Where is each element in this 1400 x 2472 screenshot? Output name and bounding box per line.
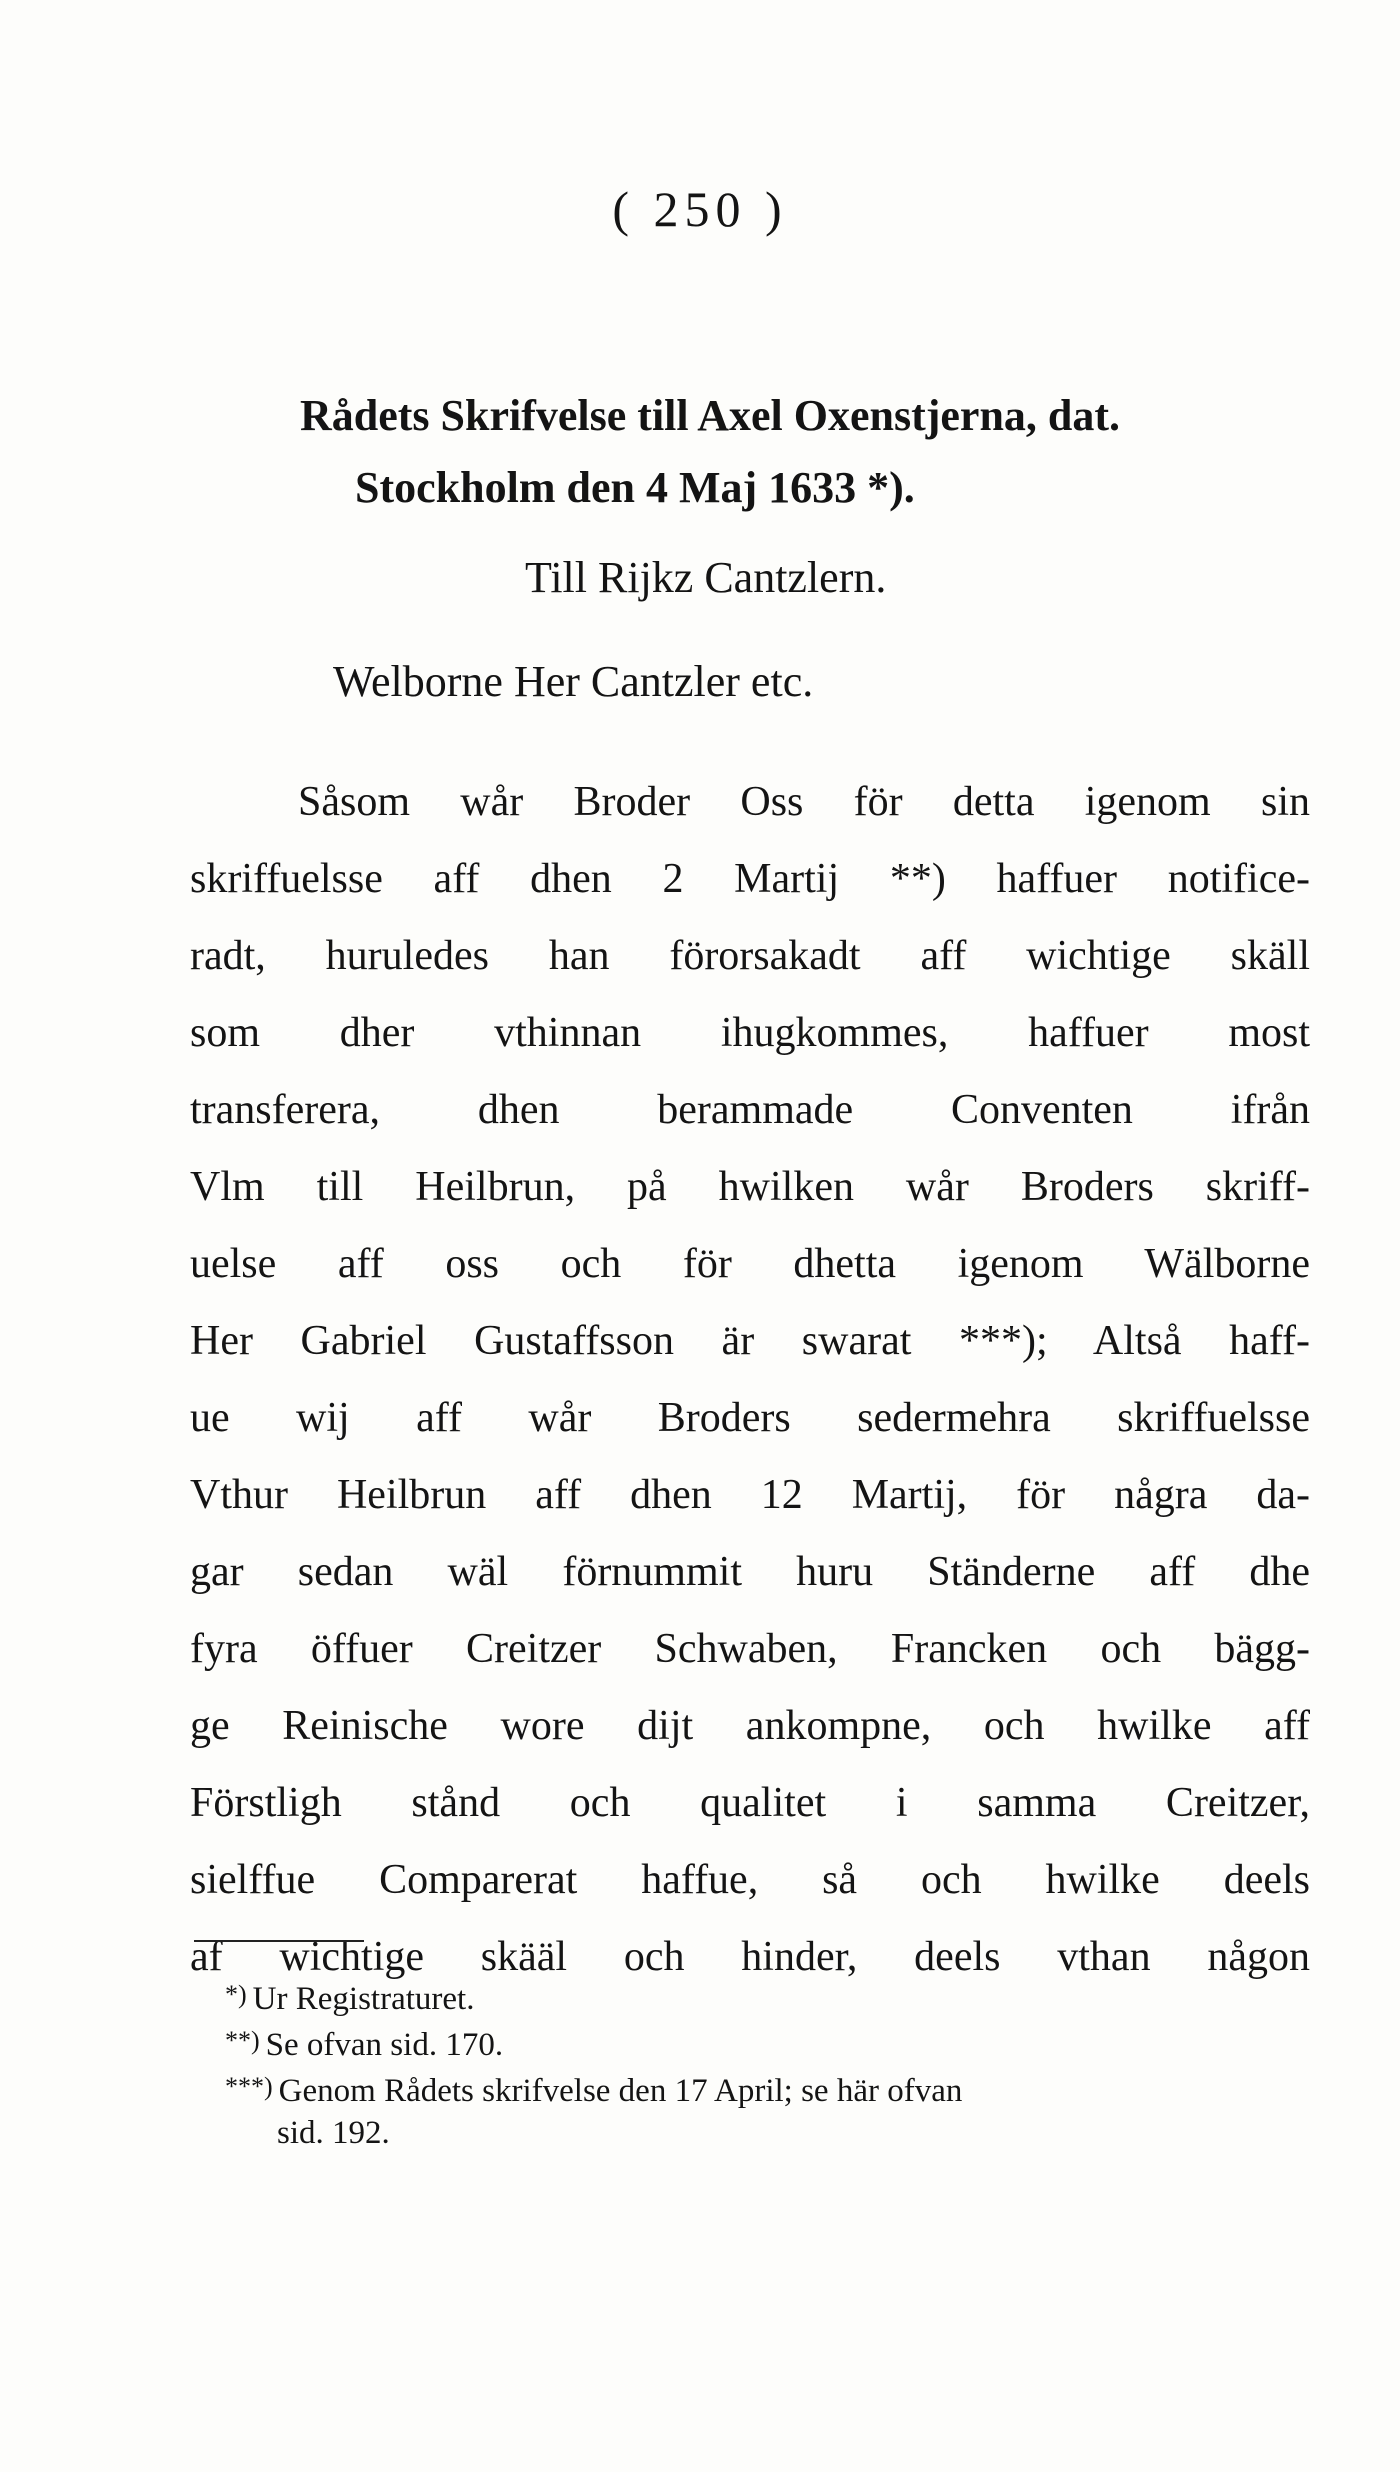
body-line: ge Reinische wore dijt ankompne, och hwilke aff <box>190 1703 1310 1749</box>
body-line: af wichtige skääl och hinder, deels vthan någon <box>190 1934 1310 1980</box>
body-line: uelse aff oss och för dhetta igenom Wälborne <box>190 1241 1310 1287</box>
footnote-continuation <box>225 2110 1325 2156</box>
body-line: ue wij aff wår Broders sedermehra skriffuelsse <box>190 1395 1310 1441</box>
body-line: Förstligh stånd och qualitet i samma Creitzer, <box>190 1780 1310 1826</box>
footnote <box>225 2018 1325 2064</box>
body-line: radt, huruledes han förorsakadt aff wichtige skäll <box>190 933 1310 979</box>
footnote-text: sid. 192. <box>277 2115 390 2151</box>
footnote <box>225 1972 1325 2018</box>
letter-body <box>190 764 1310 1996</box>
footnote-text: Genom Rådets skrifvelse den 17 April; se här ofvan <box>278 2073 963 2109</box>
heading-line: Rådets Skrifvelse till Axel Oxenstjerna, dat. <box>300 391 1121 440</box>
body-line: Såsom wår Broder Oss för detta igenom sin <box>298 779 1310 825</box>
body-line: Vlm till Heilbrun, på hwilken wår Broders skriff- <box>190 1164 1310 1210</box>
page-number: ( 250 ) <box>612 181 788 237</box>
footnote-text: Ur Registraturet. <box>252 1981 475 2017</box>
body-line: gar sedan wäl förnummit huru Ständerne aff dhe <box>190 1549 1310 1595</box>
footnote <box>225 2064 1325 2110</box>
footnotes <box>225 1972 1325 2156</box>
body-line: skriffuelsse aff dhen 2 Martij **) haffuer notifice- <box>190 856 1310 902</box>
body-line: transferera, dhen berammade Conventen ifrån <box>190 1087 1310 1133</box>
heading-line: Stockholm den 4 Maj 1633 *). <box>355 463 915 512</box>
body-line: som dher vthinnan ihugkommes, haffuer most <box>190 1010 1310 1056</box>
footnote-divider <box>194 1940 364 1942</box>
salutation-line: Welborne Her Cantzler etc. <box>333 657 814 706</box>
addressee-line: Till Rijkz Cantzlern. <box>525 553 887 602</box>
body-line: fyra öffuer Creitzer Schwaben, Francken och bägg- <box>190 1626 1310 1672</box>
footnote-mark: *) <box>225 1980 247 2009</box>
footnote-mark: ***) <box>225 2072 273 2101</box>
body-line: Her Gabriel Gustaffsson är swarat ***); Altså haff- <box>190 1318 1310 1364</box>
footnote-text: Se ofvan sid. 170. <box>265 2027 504 2063</box>
footnote-mark: **) <box>225 2026 260 2055</box>
letter-heading <box>300 380 1300 524</box>
body-line: sielffue Comparerat haffue, så och hwilke deels <box>190 1857 1310 1903</box>
body-line: Vthur Heilbrun aff dhen 12 Martij, för några da- <box>190 1472 1310 1518</box>
